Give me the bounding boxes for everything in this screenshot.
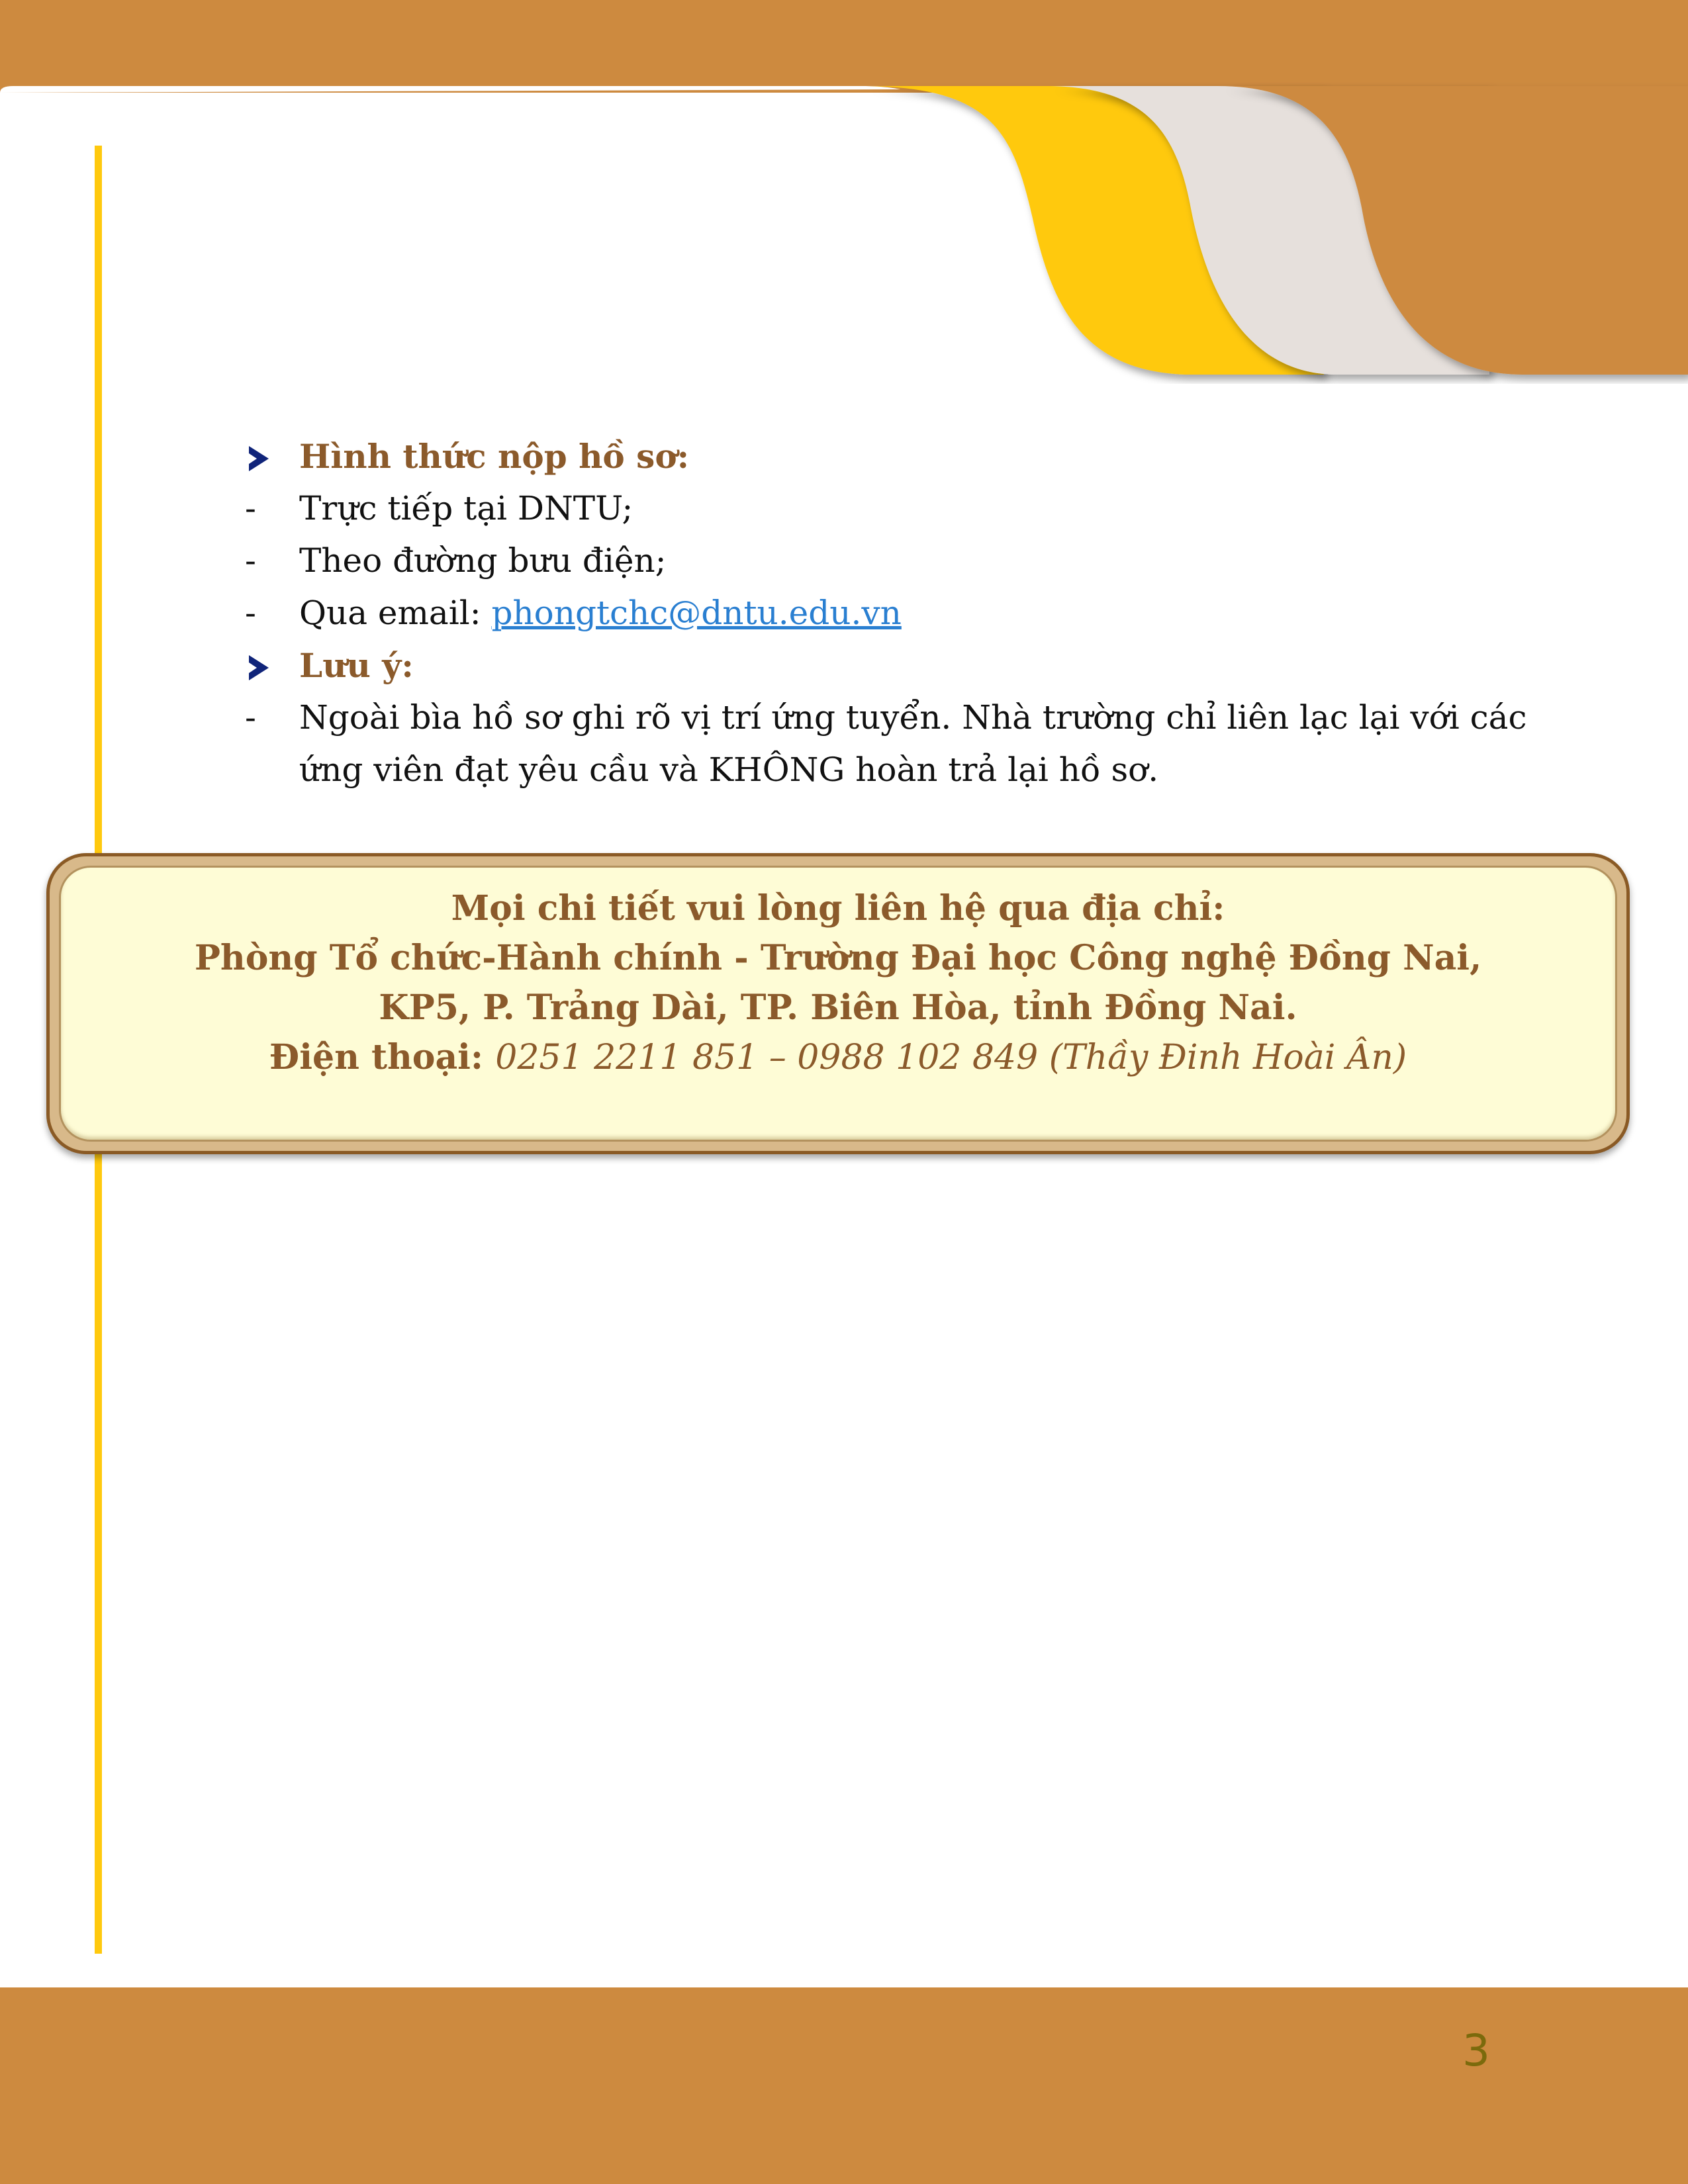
header-wave-decoration [0,0,1688,384]
footer-band [0,1987,1688,2184]
list-item-text: Theo đường bưu điện; [299,541,667,580]
dash-bullet: - [245,541,256,580]
contact-box [46,853,1630,1154]
note-line-1: Ngoài bìa hồ sơ ghi rõ vị trí ứng tuyển. Nhà trường chỉ liên lạc lại với các [299,698,1527,737]
phone-number: 0251 2211 851 – 0988 102 849 (Thầy Đinh Hoài Ân) [495,1038,1407,1077]
list-item [245,535,1503,587]
note-heading: Lưu ý: [299,646,414,685]
dash-bullet: - [245,698,256,737]
arrow-bullet-icon [249,446,269,471]
submission-heading: Hình thức nộp hồ sơ: [299,437,690,476]
contact-office: Phòng Tổ chức-Hành chính - Trường Đại học Công nghệ Đồng Nai, [194,938,1482,978]
page-number: 3 [1462,2025,1490,2076]
list-item-continuation [245,744,1503,796]
note-heading-row [245,639,1503,692]
white-page-edge [0,86,900,93]
contact-phone-line [61,1032,1615,1083]
list-item-text: Trực tiếp tại DNTU; [299,489,633,527]
contact-address: KP5, P. Trảng Dài, TP. Biên Hòa, tỉnh Đồng Nai. [379,987,1297,1028]
email-link[interactable]: phongtchc@dntu.edu.vn [491,594,902,632]
submission-heading-row [245,430,1503,482]
contact-intro: Mọi chi tiết vui lòng liên hệ qua địa chỉ: [451,888,1225,929]
list-item [245,587,1503,639]
list-item [245,482,1503,535]
contact-text [61,884,1615,1083]
contact-box-inner [59,866,1617,1142]
dash-bullet: - [245,489,256,527]
note-line-2: ứng viên đạt yêu cầu và KHÔNG hoàn trả lại hồ sơ. [299,751,1159,789]
email-prefix: Qua email: [299,594,492,632]
arrow-bullet-icon [249,655,269,680]
phone-label: Điện thoại: [269,1037,496,1077]
list-item [245,692,1527,744]
dash-bullet: - [245,594,256,632]
main-content [245,430,1527,796]
